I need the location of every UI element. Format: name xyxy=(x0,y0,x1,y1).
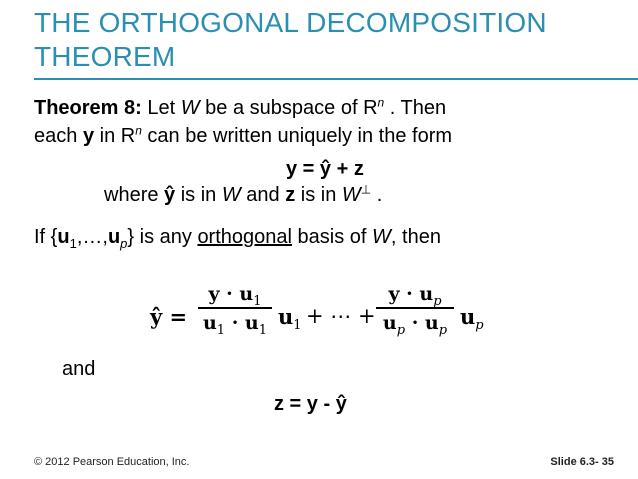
copyright-footer: © 2012 Pearson Education, Inc. xyxy=(34,456,190,468)
slide-number: Slide 6.3- 35 xyxy=(550,456,614,468)
slide-title-line2: THEOREM xyxy=(34,41,176,72)
fraction-1-numerator: $y \cdot u_1$ xyxy=(208,283,262,309)
z-equation: z = y - ŷ xyxy=(274,393,347,415)
title-divider xyxy=(34,78,638,80)
decomposition-equation: y = ŷ + z xyxy=(286,158,364,180)
fraction-2-denominator: $u_p \cdot u_p$ xyxy=(382,311,448,338)
formula-lhs: ŷ = xyxy=(150,304,188,329)
slide-title-line1: THE ORTHOGONAL DECOMPOSITION xyxy=(34,7,547,38)
theorem-line-1: Theorem 8: Let W be a subspace of $R^n$ . Then xyxy=(34,95,447,119)
fraction-1 xyxy=(198,283,272,338)
theorem-line-5: If $\{u_1,\dots,u_p\}$ is any orthogonal basis of W, then xyxy=(34,226,441,251)
theorem-label: Theorem 8: xyxy=(34,97,142,119)
basis-term-1: $u_1$ xyxy=(278,304,302,334)
slide-title xyxy=(34,6,624,74)
plus-dots: + ⋯ + xyxy=(306,304,376,328)
theorem-line-4: where ŷ is in W and z is in W⊥ . xyxy=(104,182,383,206)
and-label: and xyxy=(62,358,96,380)
fraction-2 xyxy=(376,283,454,338)
fraction-1-denominator: $u_1 \cdot u_1$ xyxy=(202,311,268,338)
theorem-line-2: each y in $R^n$ can be written uniquely in the form xyxy=(34,123,453,147)
basis-term-p: $u_p$ xyxy=(460,304,484,334)
fraction-2-numerator: $y \cdot u_p$ xyxy=(388,283,442,309)
orthogonal-underlined: orthogonal xyxy=(197,226,292,248)
